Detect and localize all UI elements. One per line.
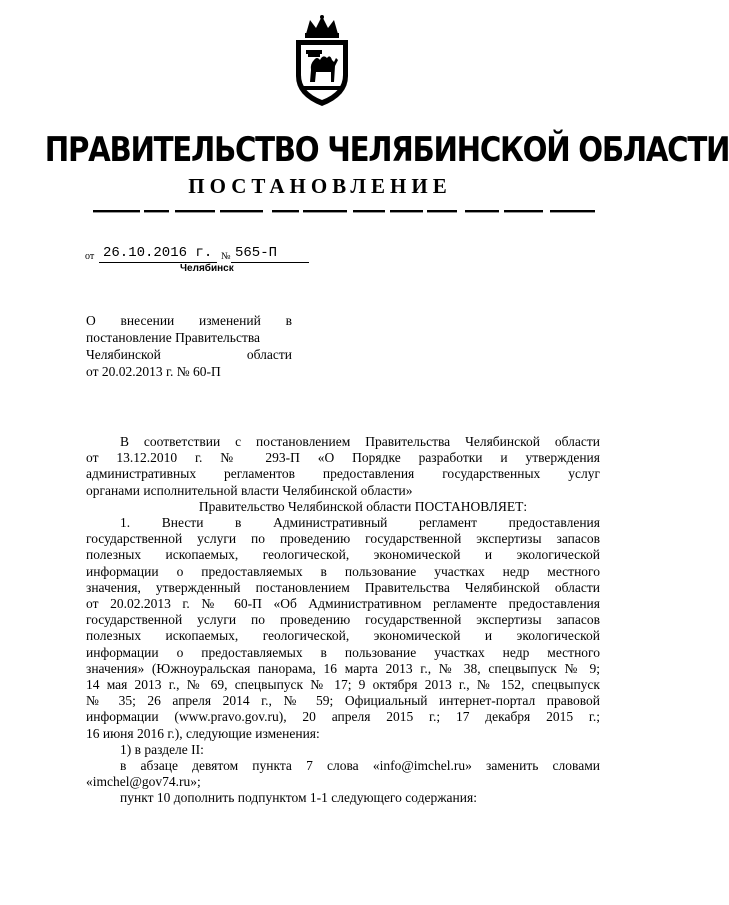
body-line: административных регламентов предоставления государственных услуг (86, 466, 600, 482)
body-line: значения, утвержденный постановлением Правительства Челябинской области (86, 579, 600, 595)
number-underline (231, 262, 309, 263)
number-prefix: № (221, 251, 231, 262)
body-line: информации о предоставляемых в пользование участках недр местного (86, 644, 600, 660)
document-subject (86, 312, 292, 380)
body-line: 1. Внести в Административный регламент предоставления (120, 515, 600, 531)
city-name: Челябинск (180, 263, 234, 274)
date-prefix: от (85, 251, 95, 262)
body-line: значения» (Южноуральская панорама, 16 марта 2013 г., № 38, спецвыпуск № 9; (86, 660, 600, 676)
subject-line: от 20.02.2013 г. № 60-П (86, 364, 221, 379)
body-line-resolves: Правительство Челябинской области ПОСТАНОВЛЯЕТ: (198, 498, 528, 514)
body-line: пункт 10 дополнить подпунктом 1-1 следующего содержания: (120, 790, 477, 806)
coat-of-arms-emblem (290, 14, 354, 108)
subject-line: Челябинской области (86, 347, 292, 362)
document-number: 565-П (235, 245, 278, 261)
document-date: 26.10.2016 г. (103, 245, 213, 261)
body-line: государственной услуги по проведению государственной экспертизы запасов (86, 531, 600, 547)
body-line: № 35; 26 апреля 2014 г., № 59; Официальный интернет-портал правовой (86, 693, 600, 709)
subject-line: О внесении изменений в (86, 313, 292, 328)
body-line: 14 мая 2013 г., № 69, спецвыпуск № 17; 9 октября 2013 г., № 152, спецвыпуск (86, 677, 600, 693)
body-line: полезных ископаемых, геологической, экономической и экологической (86, 547, 600, 563)
organization-name: ПРАВИТЕЛЬСТВО ЧЕЛЯБИНСКОЙ ОБЛАСТИ (44, 130, 729, 170)
body-line: государственной услуги по проведению государственной экспертизы запасов (86, 612, 600, 628)
subject-line: постановление Правительства (86, 330, 261, 345)
body-line: органами исполнительной власти Челябинской области» (86, 482, 413, 498)
body-line: от 20.02.2013 г. № 60-П «Об Административном регламенте предоставления (86, 596, 600, 612)
body-line: информации о предоставляемых в пользование участках недр местного (86, 563, 600, 579)
body-line: в абзаце девятом пункта 7 слова «info@imchel.ru» заменить словами (120, 758, 600, 774)
body-line: от 13.12.2010 г. № 293-П «О Порядке разработки и утверждения (86, 450, 600, 466)
body-line: В соответствии с постановлением Правительства Челябинской области (120, 434, 600, 449)
body-line: 16 июня 2016 г.), следующие изменения: (86, 725, 320, 741)
body-line: полезных ископаемых, геологической, экономической и экологической (86, 628, 600, 644)
document-body (86, 434, 600, 807)
body-line: «imchel@gov74.ru»; (86, 774, 201, 790)
header-divider (85, 210, 595, 213)
body-line: 1) в разделе II: (120, 741, 204, 757)
document-type: ПОСТАНОВЛЕНИЕ (188, 174, 452, 198)
body-line: информации (www.pravo.gov.ru), 20 апреля 2015 г.; 17 декабря 2015 г.; (86, 709, 600, 725)
